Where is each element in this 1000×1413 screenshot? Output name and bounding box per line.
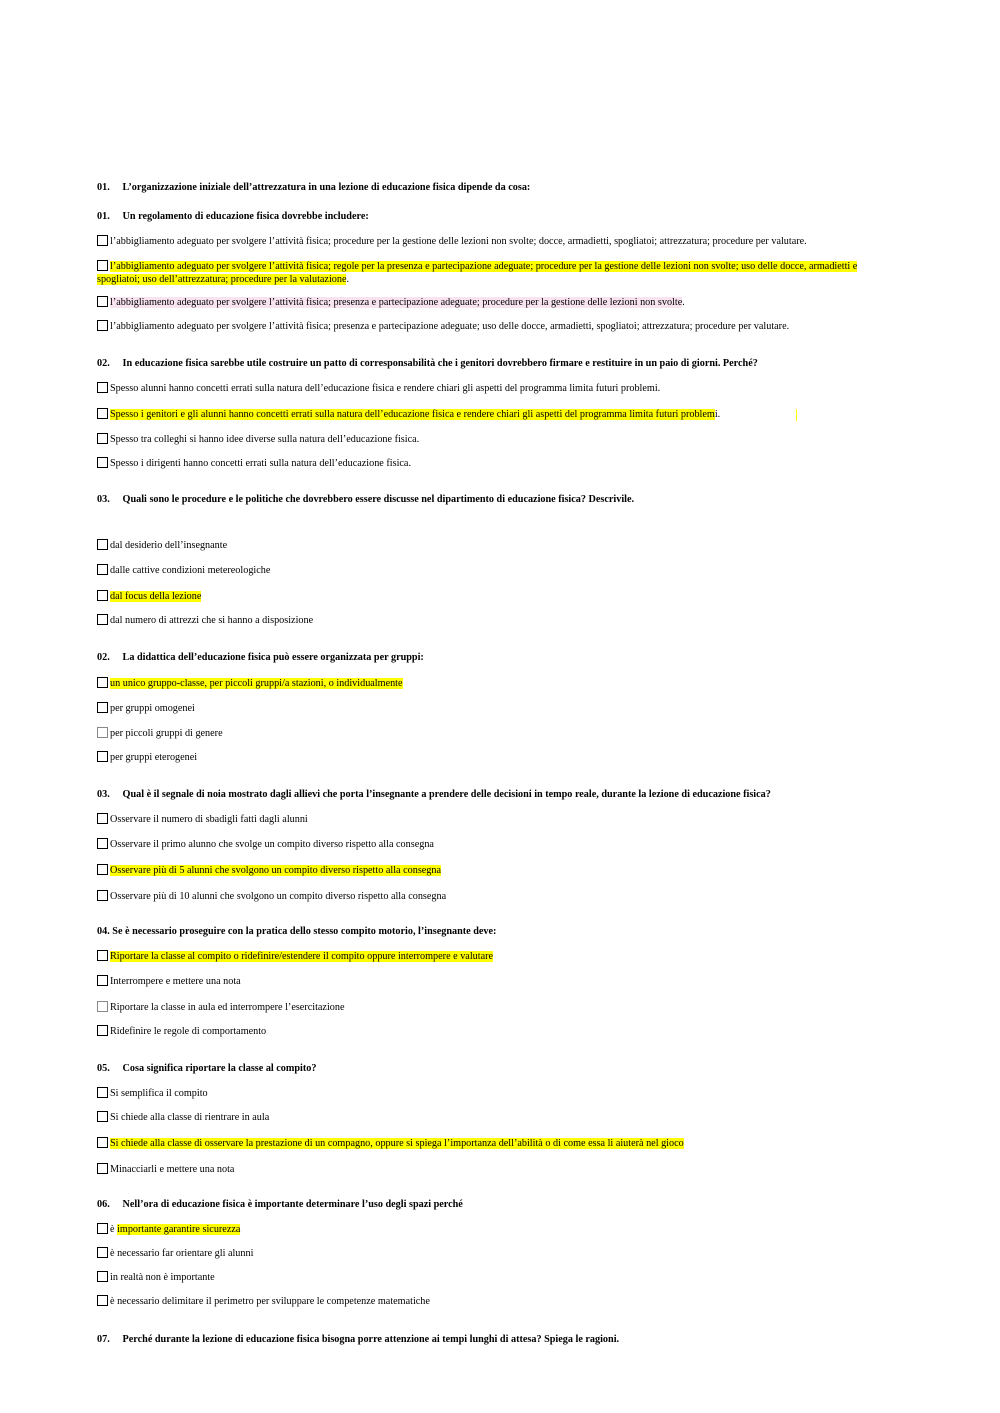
question-number: 04. [97, 926, 110, 937]
question-number: 01. [97, 182, 110, 193]
checkbox[interactable] [97, 702, 108, 713]
q4-option-4 [97, 751, 197, 764]
checkbox[interactable] [97, 320, 108, 331]
q7-option-1 [97, 1087, 208, 1100]
question-9 [97, 1334, 619, 1345]
checkbox[interactable] [97, 296, 108, 307]
checkbox[interactable] [97, 1025, 108, 1036]
q1-option-3: l’abbigliamento adeguato per svolgere l’attività fisica; presenza e partecipazione adeguate; procedure per la gestione delle lezioni non svolte. [97, 296, 685, 309]
option-text-highlighted: un unico gruppo-classe, per piccoli gruppi/a stazioni, o individualmente [110, 678, 403, 689]
q8-option-1 [97, 1223, 240, 1236]
question-text: Cosa significa riportare la classe al compito? [122, 1063, 317, 1074]
q6-option-3 [97, 1001, 344, 1014]
option-text: l’abbigliamento adeguato per svolgere l’attività fisica; procedure per la gestione delle lezioni non svolte; docce, armadietti, spogliatoi; attrezzatura; procedure per valutare. [110, 236, 807, 247]
question-number: 01. [97, 211, 110, 222]
checkbox[interactable] [97, 408, 108, 419]
option-text: l’abbigliamento adeguato per svolgere l’attività fisica; presenza e partecipazione adeguate; uso delle docce, armadietti, spogliatoi; attrezzatura; procedure per valutare. [110, 321, 790, 332]
option-text-highlighted: Osservare più di 5 alunni che svolgono un compito diverso rispetto alla consegna [110, 865, 442, 876]
checkbox[interactable] [97, 382, 108, 393]
option-text-highlighted: dal focus della lezione [110, 591, 202, 602]
q8-option-4 [97, 1295, 430, 1308]
option-text: Spesso i dirigenti hanno concetti errati sulla natura dell’educazione fisica. [110, 458, 411, 469]
question-2 [97, 358, 758, 369]
question-text: Se è necessario proseguire con la pratica dello stesso compito motorio, l’insegnante deve: [112, 926, 497, 937]
option-text-highlighted: importante garantire sicurezza [117, 1224, 241, 1235]
question-number: 07. [97, 1334, 110, 1345]
question-number: 05. [97, 1063, 110, 1074]
checkbox[interactable] [97, 1001, 108, 1012]
option-text: Osservare il numero di sbadigli fatti dagli alunni [110, 814, 308, 825]
q7-option-4 [97, 1163, 234, 1176]
option-text: è necessario delimitare il perimetro per sviluppare le competenze matematiche [110, 1296, 430, 1307]
q1-option-1 [97, 235, 807, 248]
q7-option-3 [97, 1137, 684, 1150]
q2-option-4 [97, 457, 411, 470]
q8-option-3 [97, 1271, 215, 1284]
q6-option-1 [97, 950, 493, 963]
question-4 [97, 652, 424, 663]
q2-option-3 [97, 433, 419, 446]
checkbox[interactable] [97, 975, 108, 986]
checkbox[interactable] [97, 1111, 108, 1122]
highlight-mark [796, 409, 797, 421]
option-text: dal numero di attrezzi che si hanno a disposizione [110, 615, 314, 626]
option-text: per piccoli gruppi di genere [110, 728, 223, 739]
q4-option-3 [97, 727, 223, 740]
option-text-highlighted: l’abbigliamento adeguato per svolgere l’attività fisica; presenza e partecipazione adeguate; procedure per la gestione delle lezioni non svolte [110, 297, 683, 308]
q3-option-2 [97, 564, 270, 577]
option-text: Osservare il primo alunno che svolge un compito diverso rispetto alla consegna [110, 839, 434, 850]
question-text: Qual è il segnale di noia mostrato dagli allievi che porta l’insegnante a prendere delle decisioni in tempo reale, durante la lezione di educazione fisica? [122, 789, 771, 800]
option-text: dalle cattive condizioni metereologiche [110, 565, 271, 576]
q7-option-2 [97, 1111, 269, 1124]
question-text: Nell’ora di educazione fisica è importante determinare l’uso degli spazi perché [122, 1199, 463, 1210]
question-number: 02. [97, 358, 110, 369]
checkbox[interactable] [97, 864, 108, 875]
checkbox[interactable] [97, 1163, 108, 1174]
question-number: 03. [97, 789, 110, 800]
question-intro [97, 182, 530, 193]
checkbox[interactable] [97, 1271, 108, 1282]
option-text: per gruppi eterogenei [110, 752, 198, 763]
option-text: Spesso alunni hanno concetti errati sulla natura dell’educazione fisica e rendere chiari gli aspetti del programma limita futuri problemi. [110, 383, 661, 394]
q5-option-4 [97, 890, 446, 903]
q6-option-2 [97, 975, 241, 988]
q4-option-1 [97, 677, 403, 690]
option-text: Minacciarli e mettere una nota [110, 1164, 235, 1175]
q3-option-3 [97, 590, 201, 603]
q5-option-1 [97, 813, 308, 826]
checkbox[interactable] [97, 614, 108, 625]
option-text: Ridefinire le regole di comportamento [110, 1026, 267, 1037]
option-text: in realtà non è importante [110, 1272, 215, 1283]
checkbox[interactable] [97, 751, 108, 762]
checkbox[interactable] [97, 235, 108, 246]
question-8 [97, 1199, 463, 1210]
checkbox[interactable] [97, 838, 108, 849]
checkbox[interactable] [97, 260, 108, 271]
question-text: In educazione fisica sarebbe utile costruire un patto di corresponsabilità che i genitori dovrebbero firmare e restituire in un paio di giorni. Perché? [122, 358, 758, 369]
option-text: Si semplifica il compito [110, 1088, 208, 1099]
checkbox[interactable] [97, 539, 108, 550]
question-6 [97, 926, 496, 937]
option-text: Si chiede alla classe di rientrare in aula [110, 1112, 270, 1123]
q3-option-4 [97, 614, 313, 627]
option-text: Riportare la classe in aula ed interrompere l’esercitazione [110, 1002, 345, 1013]
question-number: 02. [97, 652, 110, 663]
checkbox[interactable] [97, 457, 108, 468]
checkbox[interactable] [97, 1247, 108, 1258]
checkbox[interactable] [97, 1137, 108, 1148]
option-text-highlighted: Riportare la classe al compito o ridefinire/estendere il compito oppure interrompere e valutare [110, 951, 494, 962]
q4-option-2 [97, 702, 195, 715]
q8-option-2 [97, 1247, 253, 1260]
option-text: è necessario far orientare gli alunni [110, 1248, 254, 1259]
q2-option-2: Spesso i genitori e gli alunni hanno concetti errati sulla natura dell’educazione fisica e rendere chiari gli aspetti del programma limita futuri problemi. [97, 408, 720, 421]
checkbox[interactable] [97, 433, 108, 444]
question-5 [97, 789, 771, 800]
checkbox[interactable] [97, 1295, 108, 1306]
q2-option-1 [97, 382, 660, 395]
checkbox[interactable] [97, 727, 108, 738]
question-7 [97, 1063, 316, 1074]
question-text: Un regolamento di educazione fisica dovrebbe includere: [122, 211, 369, 222]
question-text: La didattica dell’educazione fisica può essere organizzata per gruppi: [122, 652, 424, 663]
q1-option-4 [97, 320, 789, 333]
question-text: Perché durante la lezione di educazione fisica bisogna porre attenzione ai tempi lunghi di attesa? Spiega le ragioni. [122, 1334, 620, 1345]
checkbox[interactable] [97, 950, 108, 961]
question-text: Quali sono le procedure e le politiche che dovrebbero essere discusse nel dipartimento di educazione fisica? Descrivile. [122, 494, 635, 505]
option-text: Osservare più di 10 alunni che svolgono un compito diverso rispetto alla consegna [110, 891, 447, 902]
checkbox[interactable] [97, 590, 108, 601]
question-1 [97, 211, 369, 222]
question-3 [97, 494, 634, 505]
checkbox[interactable] [97, 1223, 108, 1234]
question-number: 03. [97, 494, 110, 505]
q5-option-3 [97, 864, 441, 877]
q6-option-4 [97, 1025, 266, 1038]
question-number: 06. [97, 1199, 110, 1210]
q1-option-2: l’abbigliamento adeguato per svolgere l’attività fisica; regole per la presenza e partecipazione adeguate; procedure per la gestione delle lezioni non svolte; uso delle docce, armadietti e spogliatoi; uso dell’attrezzatura; procedure per la valutazione. [97, 261, 858, 285]
checkbox[interactable] [97, 890, 108, 901]
checkbox[interactable] [97, 813, 108, 824]
option-text: Interrompere e mettere una nota [110, 976, 241, 987]
q3-option-1 [97, 539, 227, 552]
option-text: è [110, 1224, 115, 1235]
q5-option-2 [97, 838, 434, 851]
option-text-highlighted: l’abbigliamento adeguato per svolgere l’attività fisica; regole per la presenza e partecipazione adeguate; procedure per la gestione delle lezioni non svolte; uso delle docce, armadietti e spogliatoi; uso dell’attrezzatura; procedure per la valutazione [97, 261, 858, 285]
checkbox[interactable] [97, 677, 108, 688]
option-text: dal desiderio dell’insegnante [110, 540, 228, 551]
checkbox[interactable] [97, 1087, 108, 1098]
option-text: per gruppi omogenei [110, 703, 195, 714]
option-text: Spesso tra colleghi si hanno idee diverse sulla natura dell’educazione fisica. [110, 434, 420, 445]
option-text-highlighted: Spesso i genitori e gli alunni hanno concetti errati sulla natura dell’educazione fisica e rendere chiari gli aspetti del programma limita futuri problem [110, 409, 715, 420]
option-text-highlighted: Si chiede alla classe di osservare la prestazione di un compagno, oppure si spiega l’importanza dell’abilità o di come essa li aiuterà nel gioco [110, 1138, 684, 1149]
checkbox[interactable] [97, 564, 108, 575]
question-text: L’organizzazione iniziale dell’attrezzatura in una lezione di educazione fisica dipende da cosa: [122, 182, 531, 193]
